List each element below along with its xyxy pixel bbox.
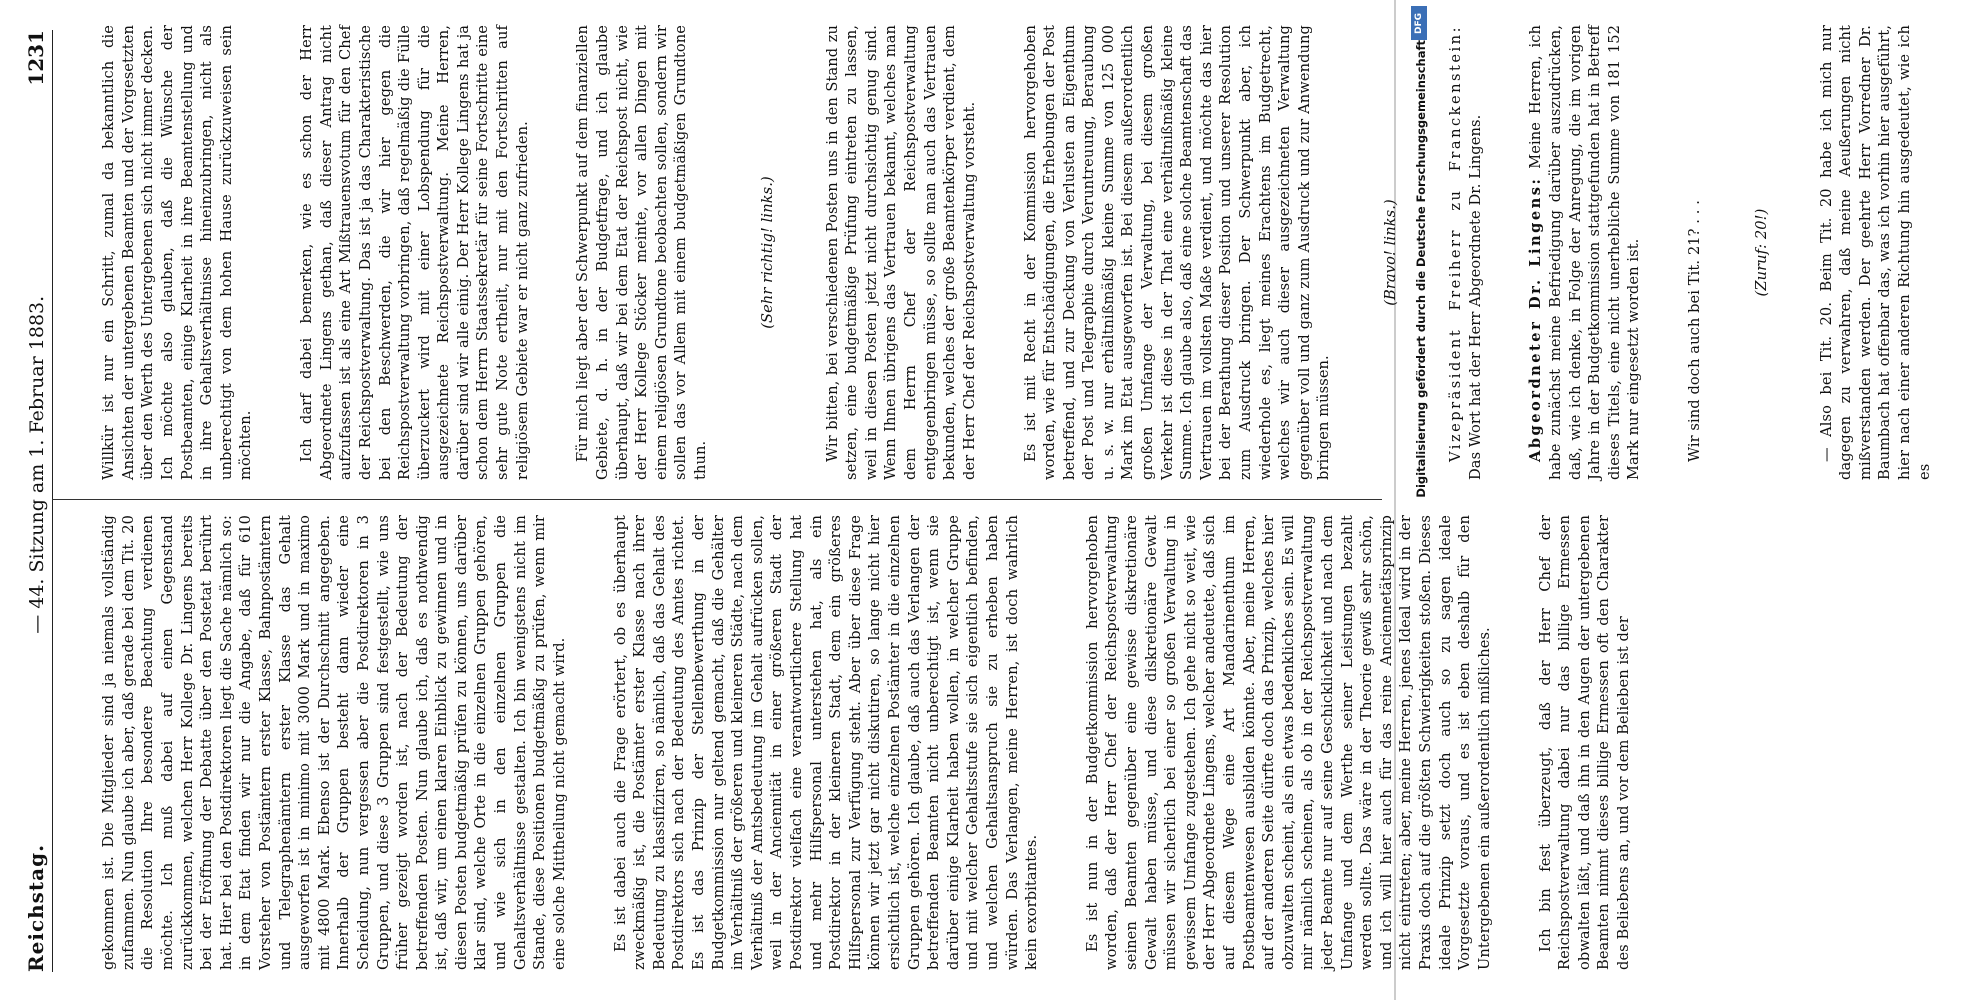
speaker-name: Vizepräsident Freiherr zu Franckenstein: [1446,25,1464,462]
paragraph: Es ist mit Recht in der Kommission hervorgehoben worden, wie für Entschädigungen, die Erhebungen der Post betreffend, und zur Deckung von Verlusten an Eigenthum der Post und Telegraphie durch Veruntreuung, Beraubung u. s. w. nur erhältnißmäßig kleine Summe von 125 000 Mark im Etat ausgeworfen ist. Bei diesem außerordentlich großen Umfange der Verwaltung, bei diesem großen Verkehr ist diese in der That eine verhältnißmäßig kleine Summe. Ich glaube also, daß eine solche Beamtenschaft das Vertrauen im vollsten Maße verdient, und möchte das hier bei der Berathung dieser Position und unserer Resolution zum Ausdruck bringen. Der Schwerpunkt aber, ich wiederhole es, liegt meines Erachtens im Budgetrecht, welches wir auch dieser ausgezeichneten Verwaltung gegenüber voll und ganz zum Ausdruck und zur Anwendung bringen müssen. [1021,20,1333,480]
speaker-name: Abgeordneter Dr. Lingens: [1527,176,1545,462]
paragraph: Für mich liegt aber der Schwerpunkt auf dem finanziellen Gebiete, d. h. in der Budgetfrage, und ich glaube überhaupt, daß wir bei dem Etat der Reichspost nicht, wie der Herr Kollege Stöcker meinte, vor allen Dingen mit einem religiösen Grundtone beobachten sollen, sondern wir sollen das vor Allem mit einem budgetmäßigen Grundtone thun. [574,20,709,480]
paragraph: Wir sind doch auch bei Tit. 21? . . . [1686,200,1704,462]
paragraph: Es ist nun in der Budgetkommission hervorgehoben worden, daß der Herr Chef der Reichspostverwaltung seinen Beamten gegenüber eine gewisse diskretionäre Gewalt haben müsse, und diese diskretionäre Gewalt müssen wir sicherlich bei einer so großen Verwaltung in gewissem Umfange zugestehen. Ich gehe nicht so weit, wie der Herr Abgeordnete Lingens, welcher andeutete, daß sich auf diesem Wege eine Art Mandarinenthum im Postbeamtenwesen ausbilden könnte. Aber, meine Herren, auf der anderen Seite dürfte doch das Prinzip, welches hier obzuwalten scheint, als ein etwas bedenkliches sein. Es will mir nämlich scheinen, als ob in der Reichspostverwaltung jeder Beamte nur auf seine Geschicklichkeit und nach dem Umfange und dem Werthe seiner Leistungen bezahlt werden sollte. Das wäre in der Theorie gewiß sehr schön, und ich will hier auch für das reine Anciennetätsprinzip nicht eintreten; aber, meine Herren, jenes Ideal wird in der Praxis doch auf die größten Schwierigkeiten stoßen. Dieses ideale Prinzip setzt doch auch so zu sagen ideale Vorgesetzte voraus, und es ist eben deshalb für den Untergebenen ein außerordentlich mißliches. [1083,510,1493,970]
page-number: 1231 [24,30,48,86]
speech-text: Das Wort hat der Herr Abgeordnete Dr. Lingens. [1466,114,1484,480]
interjection: (Sehr richtig! links.) [758,176,776,329]
header-title: Reichstag. [24,843,48,972]
header-session: — 44. Sitzung am 1. Februar 1883. [26,295,48,634]
column-divider [52,499,1382,500]
interjection: (Zuruf: 20!) [1752,208,1770,297]
paragraph: Willkür ist nur ein Schritt, zumal da bekanntlich die Ansichten der untergebenen Beamten und der Vorgesetzten über den Werth des Untergebenen sich nicht immer decken. Ich möchte also glauben, daß die Wünsche der Postbeamten, einige Klarheit in ihre Beamtenstellung und in ihre Gehaltsverhältnisse hineinzubringen, nicht als unberechtigt von dem hohen Hause zurückzuweisen sein möchten. [100,20,255,480]
speaker-paragraph [1526,20,1644,480]
speech-text: Meine Herren, ich habe zunächst meine Befriedigung darüber auszudrücken, daß, wie ich denke, in Folge der Anregung, die im vorigen Jahre in der Budgetkommission stattgefunden hat in Betreff dieses Titels, eine nicht unerhebliche Summe von 181 152 Mark nur eingesetzt worden ist. [1527,20,1643,480]
left-column [60,510,1632,970]
page-header [8,30,53,972]
paragraph: Es ist dabei auch die Frage erörtert, ob es überhaupt zweckmäßig ist, die Postämter erster Klasse nach ihrer Bedeutung zu klassifiziren, so nämlich, daß das Gehalt des Postdirektors sich nach der Bedeutung des Amtes richtet. Es ist das Prinzip der Stellenbewerthung in der Budgetkommission nur geltend gemacht, daß die Gehälter im Verhältniß der größeren und kleineren Städte, nach dem Verhältniß der Amtsbedeutung im Gehalt aufrücken sollen, weil in der Anciennität in einer größeren Stadt der Postdirektor vielfach eine verantwortlichere Stellung hat und mehr Hilfspersonal unterstehen hat, als ein Postdirektor in der kleineren Stadt, dem ein größeres Hilfspersonal zur Verfügung steht. Aber über diese Frage können wir jetzt gar nicht diskutiren, so lange nicht hier ersichtlich ist, welche einzelnen Postämter in die einzelnen Gruppen gehören. Ich glaube, daß auch das Verlangen der betreffenden Beamten nicht unberechtigt ist, wenn sie darüber einige Klarheit haben wollen, in welcher Gruppe und mit welcher Gehaltsstufe sie sich eigentlich befinden, und welchen Gehaltsanspruch sie zu erheben haben würden. Das Verlangen, meine Herren, ist doch wahrlich kein exorbitantes. [611,510,1041,970]
paragraph: gekommen ist. Die Mitglieder sind ja niemals vollständig zufammen. Nun glaube ich aber, daß gerade bei dem Tit. 20 die Resolution Ihre besondere Beachtung verdienen möchte. Ich muß dabei auf einen Gegenstand zurückkommen, welchen Herr Kollege Dr. Lingens bereits bei der Eröffnung der Debatte über den Postetat berührt hat. Hier bei den Postdirektoren liegt die Sache nämlich so: in dem Etat finden wir nur die Angabe, daß für 610 Vorsteher von Postämtern erster Klasse, Bahnpostämtern und Telegraphenämtern erster Klasse das Gehalt ausgeworfen ist in minimo mit 3000 Mark und in maximo mit 4800 Mark. Ebenso ist der Durchschnitt angegeben. Innerhalb der Gruppen besteht dann wieder eine Scheidung, nun vergessen aber die Postdirektoren in 3 Gruppen, und diese 3 Gruppen sind festgestellt, wie uns früher gezeigt worden ist, nach der Bedeutung der betreffenden Posten. Nun glaube ich, daß es nothwendig ist, daß wir, um einen klaren Einblick zu gewinnen und in diesen Posten budgetmäßig prüfen zu können, uns darüber klar sind, welche Orte in die einzelnen Gruppen gehören, und wie sich in den einzelnen Gruppen die Gehaltsverhältnisse gestalten. Ich bin wenigstens nicht im Stande, diese Positionen budgetmäßig zu prüfen, wenn mir eine solche Mittheilung nicht gemacht wird. [100,510,568,970]
dfg-logo: DFG [1411,6,1427,40]
paragraph: — Also bei Tit. 20. Beim Tit. 20 habe ich mich nur dagegen zu verwahren, daß meine Aeußerungen nicht mißverstanden werden. Der geehrte Herr Vorredner Dr. Baumbach hat offenbar das, was ich vorhin hier ausgeführt, hier nach einer anderen Richtung hin ausgedeutet, wie ich es [1817,20,1933,480]
paragraph: Ich bin fest überzeugt, daß der Herr Chef der Reichspostverwaltung dabei nur das billige Ermessen obwalten läßt, und daß ihn in den Augen der untergebenen Beamten nimmt dieses billige Ermessen oft den Charakter des Beliebens an, und vor dem Belieben ist der [1536,510,1632,970]
speaker-paragraph [1446,25,1485,480]
paragraph: Ich darf dabei bemerken, wie es schon der Herr Abgeordnete Lingens gethan, daß dieser Antrag nicht aufzufassen ist als eine Art Mißtrauensvotum für den Chef der Reichspostverwaltung. Das ist ja das Charakteristische bei den Beschwerden, die wir hier gegen die Reichspostverwaltung vorbringen, daß regelmäßig die Fülle überzuckert wird mit einer Lobspendung für die ausgezeichnete Reichspostverwaltung. Meine Herren, darüber sind wir alle einig. Der Herr Kollege Lingens hat ja schon dem Herrn Staatssekretär für seine Fortschritte eine sehr gute Note ertheilt, nur mit den Fortschritten auf religiösem Gebiete war er nicht ganz zufrieden. [298,20,531,480]
interjection: (Bravo! links.) [1382,199,1400,306]
paragraph: Wir bitten, bei verschiedenen Posten uns in den Stand zu setzen, eine budgetmäßige Prüfung eintreten zu lassen, weil in diesen Posten jetzt nicht durchsichtig genug sind. Wenn Ihnen übrigens das Vertrauen bekannt, welches man dem Herrn Chef der Reichspostverwaltung entgegenbringen müsse, so sollte man auch das Vertrauen bekunden, welches der große Beamtenkörper verdient, dem der Herr Chef der Reichspostverwaltung vorsteht. [823,20,978,480]
digitization-note-text: Digitalisierung gefördert durch die Deutsche Forschungsgemeinschaft [1414,40,1428,498]
